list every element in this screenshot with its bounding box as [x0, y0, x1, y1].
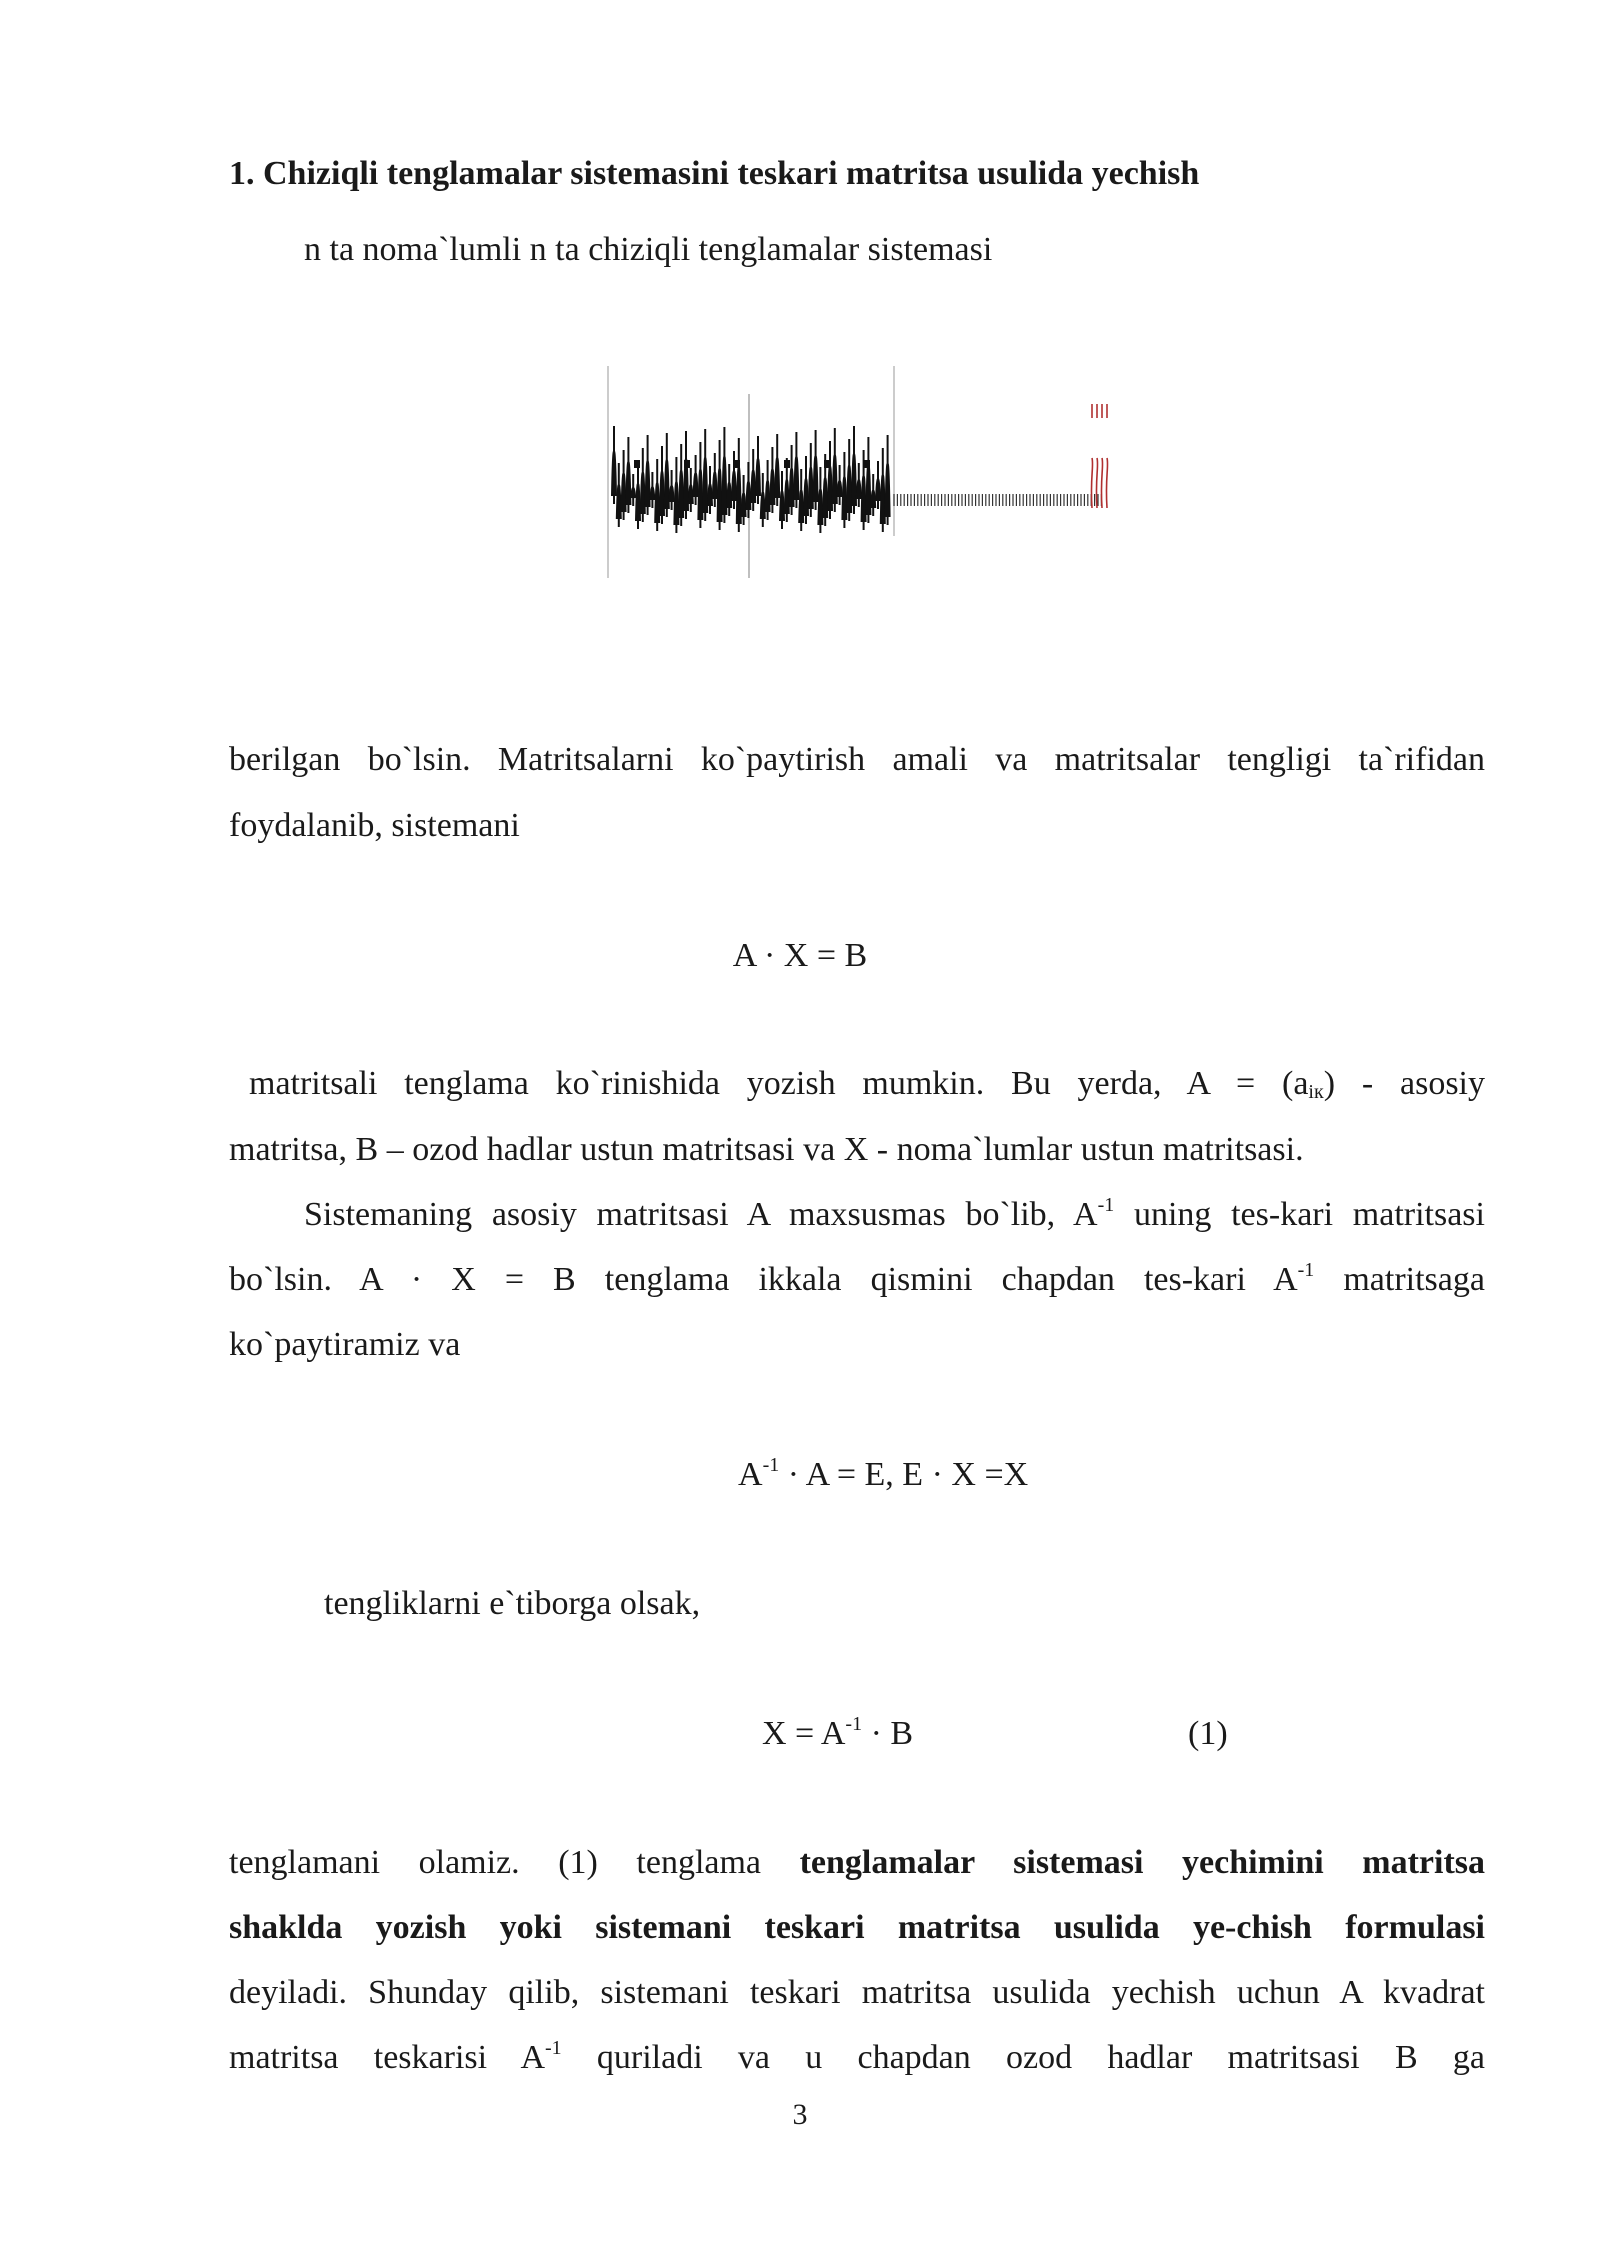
red-mark-bottom	[1101, 458, 1102, 508]
section-heading: 1. Chiziqli tenglamalar sistemasini teskari matritsa usulida yechish	[229, 155, 1200, 192]
paragraph-3-line-2	[229, 1258, 1485, 1302]
paragraph-5-line-1-text: tenglamani olamiz. (1) tenglama	[229, 1844, 800, 1881]
glyph-stroke	[766, 460, 770, 520]
glyph-stroke	[866, 437, 870, 523]
glyph-stroke	[876, 461, 880, 509]
glyph-stroke	[828, 441, 832, 519]
glyph-stroke	[833, 428, 837, 512]
glyph-stroke	[689, 468, 693, 512]
glyph-stroke	[857, 463, 861, 507]
glyph-stroke	[881, 448, 885, 532]
dot-mark	[734, 460, 740, 468]
paragraph-3-line-2-text-b: matritsaga	[1314, 1261, 1485, 1298]
glyph-stroke	[804, 456, 808, 524]
paragraph-5-line-1-bold: tenglamalar sistemasi yechimini matritsa	[799, 1844, 1485, 1881]
glyph-stroke	[761, 473, 765, 527]
glyph-stroke	[751, 449, 755, 511]
paragraph-5-line-4-text: matritsa teskarisi A	[229, 2039, 545, 2076]
glyph-stroke	[780, 471, 784, 529]
paragraph-5-line-4-text-b: quriladi va u chapdan ozod hadlar matritsasi B ga	[561, 2039, 1485, 2076]
paragraph-2-line-2: matritsa, B – ozod hadlar ustun matritsasi va X - noma`lumlar ustun matritsasi.	[229, 1131, 1304, 1168]
red-mark-bottom	[1096, 458, 1097, 508]
glyph-stroke	[727, 464, 731, 516]
paragraph-3-line-1-text: Sistemaning asosiy matritsasi A maxsusmas bo`lib, A	[304, 1196, 1098, 1233]
superscript: -1	[762, 1454, 780, 1476]
glyph-stroke	[842, 452, 846, 528]
glyph-stroke	[775, 434, 779, 506]
equation-2	[738, 1453, 1028, 1497]
paragraph-3-line-1-text-b: uning tes-kari matritsasi	[1114, 1196, 1485, 1233]
paragraph-5-line-1	[229, 1841, 1485, 1885]
subscript-ik: iк	[1308, 1081, 1324, 1103]
glyph-stroke	[794, 432, 798, 508]
paragraph-4: tengliklarni e`tiborga olsak,	[324, 1585, 701, 1622]
paragraph-2-line-1	[249, 1062, 1485, 1106]
equation-1: A · X = B	[732, 937, 868, 974]
glyph-stroke	[617, 463, 621, 527]
glyph-stroke	[886, 435, 890, 525]
glyph-stroke	[722, 427, 726, 523]
glyph-stroke	[679, 444, 683, 526]
glyph-stroke	[660, 446, 664, 524]
glyph-stroke	[852, 426, 856, 514]
paragraph-5-line-3: deyiladi. Shunday qilib, sistemani teskari matritsa usulida yechish uchun A kvadrat	[229, 1974, 1485, 2011]
glyph-stroke	[694, 455, 698, 505]
glyph-stroke	[770, 447, 774, 513]
paragraph-2-line-1-text-b: ) - asosiy	[1323, 1065, 1485, 1102]
equation-system-image	[604, 366, 1110, 578]
dot-mark	[684, 460, 690, 468]
page-number: 3	[792, 2098, 808, 2131]
superscript: -1	[1297, 1259, 1315, 1281]
glyph-stroke	[713, 453, 717, 507]
glyph-stroke	[650, 472, 654, 508]
glyph-stroke	[746, 462, 750, 518]
dot-mark	[864, 460, 870, 468]
paragraph-5-line-2: shakldа yozish yoki sistemani teskari matritsa usulida ye-chish formulasi	[229, 1909, 1485, 1946]
glyph-stroke	[756, 436, 760, 504]
equation-3	[762, 1712, 913, 1756]
glyph-stroke	[838, 465, 842, 505]
glyph-stroke	[698, 442, 702, 528]
superscript: -1	[545, 2037, 562, 2059]
glyph-stroke	[847, 439, 851, 521]
glyph-stroke	[626, 437, 630, 513]
equation-3-b: · B	[862, 1715, 914, 1752]
glyph-stroke	[646, 435, 650, 515]
glyph-stroke	[636, 461, 640, 529]
red-mark-bottom	[1091, 458, 1092, 508]
equation-3-a: X = A	[762, 1715, 846, 1752]
superscript: -1	[1097, 1194, 1115, 1216]
paragraph-3-line-1	[304, 1193, 1485, 1237]
glyph-stroke	[612, 426, 616, 504]
dot-mark	[784, 460, 790, 468]
glyph-stroke	[703, 429, 707, 521]
glyph-stroke	[732, 451, 736, 509]
glyph-stroke	[631, 474, 635, 506]
equation-2-a: A	[738, 1456, 763, 1493]
glyph-stroke	[622, 450, 626, 520]
glyph-stroke	[871, 474, 875, 516]
paragraph-1-line-1: berilgan bo`lsin. Matritsalarni ko`paytirish amali va matritsalar tengligi ta`rifidan	[229, 741, 1485, 778]
glyph-stroke	[655, 459, 659, 531]
dot-mark	[824, 460, 830, 468]
glyph-stroke	[641, 448, 645, 522]
red-mark-bottom	[1106, 458, 1107, 508]
glyph-stroke	[814, 430, 818, 510]
glyph-stroke	[674, 457, 678, 533]
glyph-stroke	[818, 467, 822, 533]
paragraph-3-line-2-text: bo`lsin. A · X = B tenglama ikkala qismini chapdan tes-kari A	[229, 1261, 1298, 1298]
glyph-stroke	[665, 433, 669, 517]
glyph-stroke	[718, 440, 722, 530]
paragraph-1-line-2: foydalanib, sistemani	[229, 807, 520, 844]
glyph-stroke	[790, 445, 794, 515]
paragraph-2-line-1-text: matritsali tenglama ko`rinishida yozish mumkin. Bu yerda, A = (a	[249, 1065, 1309, 1102]
glyph-stroke	[809, 443, 813, 517]
equation-number: (1)	[1188, 1715, 1228, 1752]
glyph-stroke	[684, 431, 688, 519]
glyph-stroke	[708, 466, 712, 514]
intro-text: n ta noma`lumli n ta chiziqli tenglamalar sistemasi	[304, 231, 993, 268]
glyph-stroke	[799, 469, 803, 531]
equation-2-b: · A = E, E · X =X	[779, 1456, 1029, 1493]
dot-mark	[634, 460, 640, 468]
glyph-stroke	[742, 475, 746, 525]
superscript: -1	[845, 1713, 863, 1735]
paragraph-5-line-4	[229, 2036, 1485, 2080]
glyph-stroke	[737, 438, 741, 532]
glyph-stroke	[670, 470, 674, 510]
paragraph-3-line-3: ko`paytiramiz va	[229, 1326, 461, 1363]
